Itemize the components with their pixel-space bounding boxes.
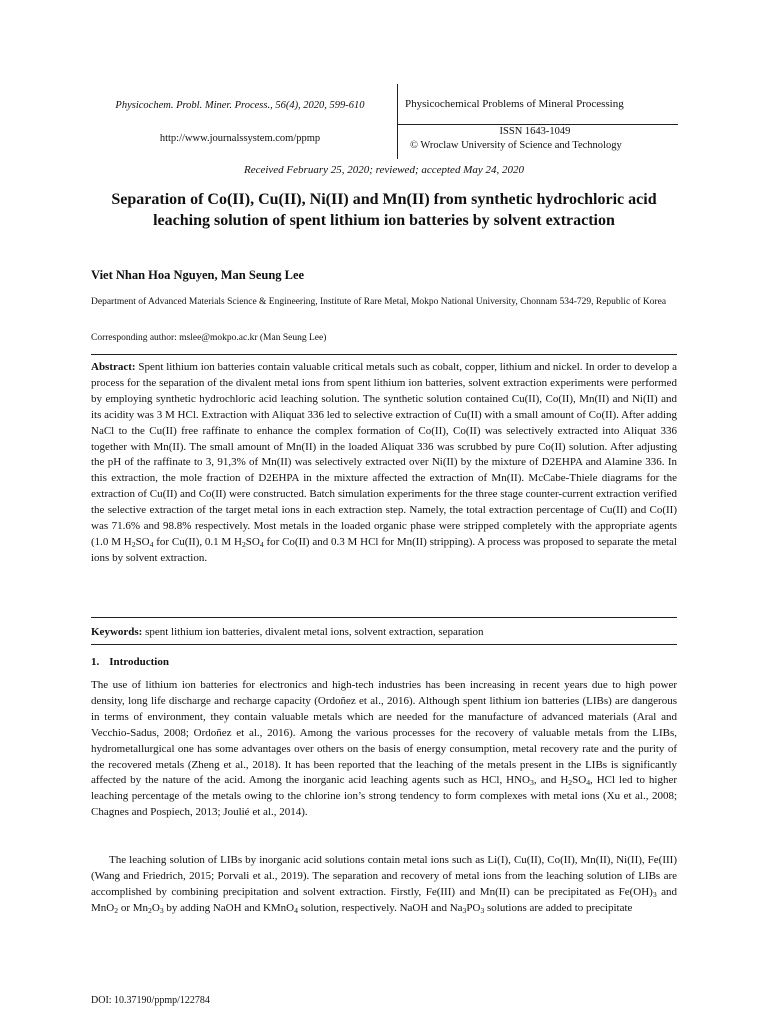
paragraph-text: PO — [466, 901, 481, 914]
keywords-bottom-rule — [91, 644, 677, 645]
doi[interactable]: DOI: 10.37190/ppmp/122784 — [91, 995, 210, 1006]
subscript: 2 — [568, 778, 573, 788]
subscript: 3 — [652, 889, 657, 899]
subscript: 2 — [114, 905, 119, 915]
subscript: 3 — [462, 905, 467, 915]
paragraph-text: The leaching solution of LIBs by inorganic acid solutions contain metal ions such as Li(I), Cu(II), Co(II), Mn(II), Ni(II), Fe(III) (Wang and Friedrich, 2015; Porvali et al., 2019). The separation and recovery of metal ions from the leaching solution of LIBs are accomplished by combining precipitation and solvent extraction. Firstly, Fe(III) and Mn(II) can be precipitated as Fe(OH) — [91, 854, 677, 898]
abstract-text: for Co(II) and 0.3 M HCl for Mn(II) stripping). A process was proposed to separate the metal ions by solvent extraction. — [91, 535, 677, 564]
journal-issn: ISSN 1643-1049 — [499, 126, 571, 137]
subscript: 3 — [480, 905, 485, 915]
intro-paragraph-2 — [91, 853, 677, 917]
keywords — [91, 626, 677, 638]
paper-title: Separation of Co(II), Cu(II), Ni(II) and Mn(II) from synthetic hydrochloric acid leaching solution of spent lithium ion batteries by solvent extraction — [111, 191, 657, 229]
journal-name: Physicochemical Problems of Mineral Processing — [405, 98, 624, 110]
header-vertical-divider — [397, 84, 398, 159]
paragraph-text: solution, respectively. NaOH and Na — [297, 901, 463, 914]
paragraph-text: SO — [572, 774, 587, 787]
paragraph-text: , HCl led to higher leaching percentage of the metals owing to the chlorine ion’s strong tendency to form complexes with metal ions (Xu et al., 2008; Chagnes and Pospiech, 2013; Joulié et al., 2014). — [91, 774, 677, 819]
section-heading-introduction — [91, 656, 169, 668]
abstract-text: for Cu(II), 0.1 M H — [153, 535, 242, 548]
subscript: 4 — [294, 905, 298, 915]
journal-header — [90, 84, 678, 159]
keywords-label: Keywords: — [91, 626, 143, 638]
subscript: 2 — [241, 539, 246, 549]
subscript: 2 — [131, 539, 136, 549]
section-number: 1. — [91, 656, 100, 668]
abstract-top-rule — [91, 354, 677, 355]
paragraph-text: solutions are added to precipitate — [484, 901, 633, 914]
received-dates: Received February 25, 2020; reviewed; accepted May 24, 2020 — [244, 164, 524, 176]
subscript: 4 — [149, 539, 154, 549]
subscript: 3 — [529, 778, 534, 788]
abstract-label: Abstract: — [91, 361, 136, 373]
journal-copyright: © Wroclaw University of Science and Technology — [410, 140, 622, 151]
paragraph-text: The use of lithium ion batteries for electronics and high-tech industries has been increasing in recent years due to high power density, long life discharge and recharge capacity (Ordoñez et al., 2016). Although spent lithium ion batteries (LIBs) are dangerous in terms of environment, they contain valuable metals which are needed for the manufacture of advanced materials (Aral and Vecchio-Sadus, 2008; Ordoñez et al., 2016). Among the various processes for the recovery of valuable metals from the LIBs, hydrometallurgical one has some advantages over others on the basis of energy consumption, metal recovery rate and the purity of the recovered metals (Zheng et al., 2018). It has been reported that the leaching of the metals present in the LIBs is significantly affected by the nature of the acid. Among the inorganic acid leaching agents such as HCl, HNO — [91, 679, 677, 787]
header-horizontal-divider — [398, 124, 678, 125]
paragraph-text: by adding NaOH and KMnO — [163, 901, 295, 914]
paragraph-text: , and H — [533, 774, 569, 787]
subscript: 4 — [259, 539, 264, 549]
keywords-text: spent lithium ion batteries, divalent metal ions, solvent extraction, separation — [145, 626, 484, 638]
abstract-text: Spent lithium ion batteries contain valuable critical metals such as cobalt, copper, lithium and nickel. In order to develop a process for the separation of the divalent metal ions from spent lithium ion batteries, solvent extraction experiments were performed by employing synthetic hydrochloric acid leaching solution. The synthetic solution contained Cu(II), Co(II), Mn(II) and Ni(II) and its acidity was 3 M HCl. Extraction with Aliquat 336 led to selective extraction of Cu(II) with a small amount of Co(II). After adding NaCl to the Cu(II) free raffinate to enhance the complex formation of Co(II), Co(II) was selectively extracted into Aliquat 336 together with Mn(II). The small amount of Mn(II) in the loaded Aliquat 336 was scrubbed by pure Co(II) solution. After adjusting the pH of the raffinate to 3, 91,3% of Mn(II) was selectively extracted over Ni(II) by the mixture of D2EHPA and Alamine 336. In this extraction, the mole fraction of D2EHPA in the mixture affected the extraction of Mn(II). McCabe-Thiele diagrams for the extraction of Cu(II) and Co(II) were constructed. Batch simulation experiments for the three stage counter-current extraction verified the selective extraction of the target metal ions in each extraction step. Namely, the total extraction percentage of Cu(II) and Co(II) was 71.6% and 98.8% respectively. Most metals in the loaded organic phase were stripped completely with the appropriate agents (1.0 M H — [91, 361, 677, 548]
subscript: 3 — [159, 905, 164, 915]
subscript: 2 — [148, 905, 152, 915]
intro-paragraph-1 — [91, 678, 677, 821]
affiliation: Department of Advanced Materials Science & Engineering, Institute of Rare Metal, Mokpo National University, Chonnam 534-729, Republic of Korea — [91, 297, 667, 307]
subscript: 4 — [586, 778, 591, 788]
abstract-text: SO — [245, 535, 260, 548]
abstract — [91, 360, 677, 567]
abstract-bottom-rule — [91, 617, 677, 618]
section-title: Introduction — [109, 656, 169, 668]
corresponding-author: Corresponding author: mslee@mokpo.ac.kr (Man Seung Lee) — [91, 333, 327, 343]
paragraph-text: or Mn — [118, 901, 149, 914]
paragraph-text: and MnO — [91, 885, 678, 914]
authors: Viet Nhan Hoa Nguyen, Man Seung Lee — [91, 268, 305, 282]
journal-website[interactable]: http://www.journalssystem.com/ppmp — [159, 133, 321, 144]
journal-citation: Physicochem. Probl. Miner. Process., 56(4), 2020, 599-610 — [115, 100, 365, 111]
paragraph-text: O — [151, 901, 160, 914]
abstract-text: SO — [135, 535, 150, 548]
